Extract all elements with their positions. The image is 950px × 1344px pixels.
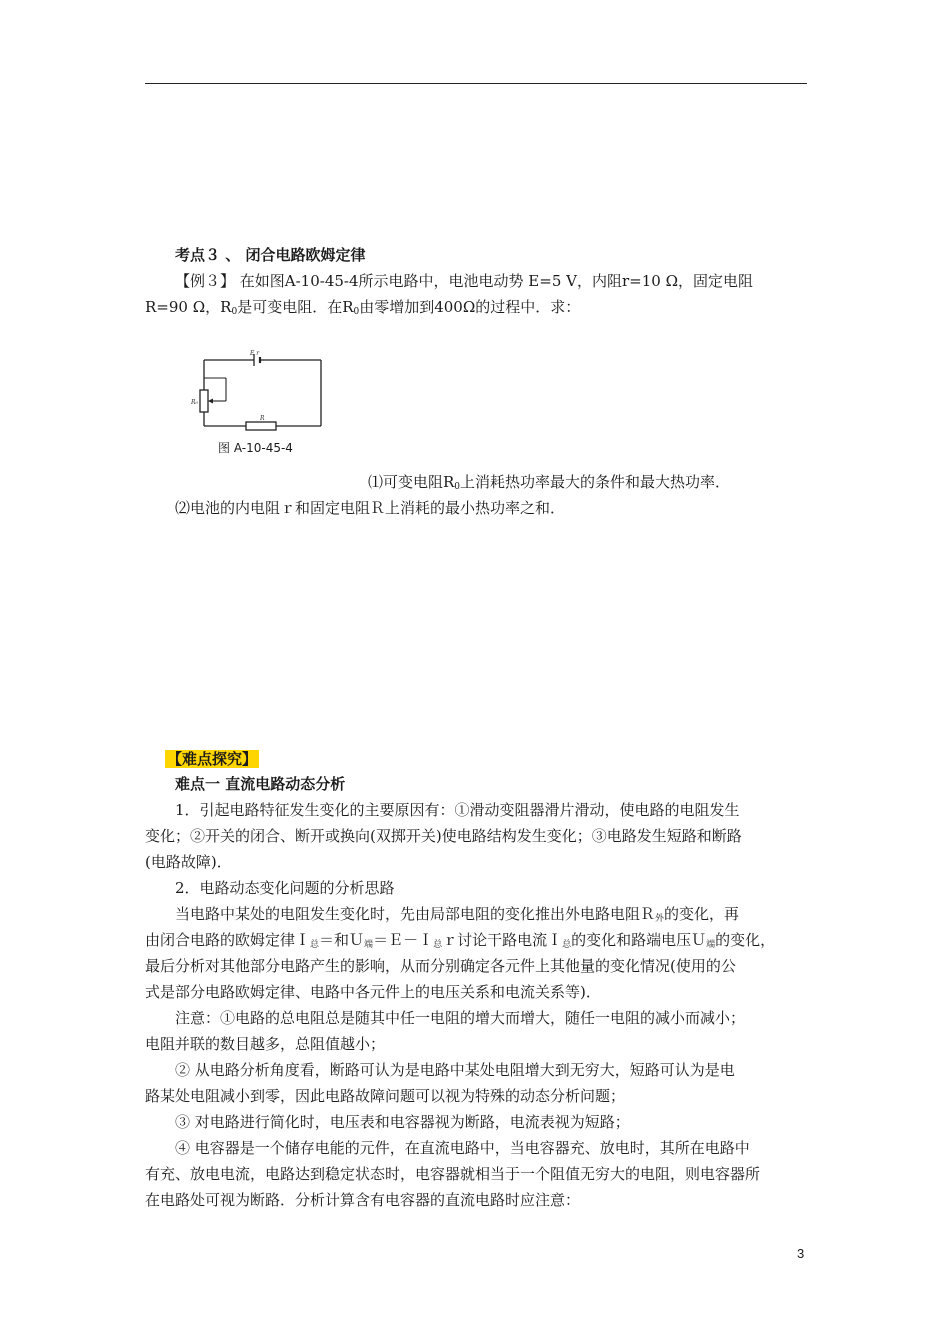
difficulty-title: 难点一 直流电路动态分析 bbox=[175, 775, 346, 793]
para-2-line-4: 式是部分电路欧姆定律、电路中各元件上的电压关系和电流关系等)． bbox=[145, 983, 601, 1001]
note-4-line-2: 有充、放电电流，电路达到稳定状态时，电容器就相当于一个阻值无穷大的电阻，则电容器所 bbox=[145, 1165, 761, 1183]
para-2-line-3: 最后分析对其他部分电路产生的影响，从而分别确定各元件上其他量的变化情况(使用的公 bbox=[145, 957, 736, 975]
para-2-line-2: 由闭合电路的欧姆定律Ｉ$_总$＝和Ｕ$_端$＝Ｅ－Ｉ$_总$ｒ讨论干路电流Ｉ$_总$的变化和路端电压Ｕ$_端$的变化， bbox=[145, 931, 776, 950]
note-2-line-2: 路某处电阻减小到零，因此电路故障问题可以视为特殊的动态分析问题； bbox=[145, 1087, 626, 1105]
note-1-line-1: 注意：①电路的总电阻总是随其中任一电阻的增大而增大，随任一电阻的减小而减小； bbox=[175, 1009, 746, 1027]
para-1-line-2: 变化；②开关的闭合、断开或换向(双掷开关)使电路结构发生变化；③电路发生短路和断路 bbox=[145, 827, 742, 845]
note-3: ③ 对电路进行简化时，电压表和电容器视为断路，电流表视为短路； bbox=[175, 1113, 630, 1131]
example-line-1 bbox=[175, 270, 753, 292]
note-4-line-3: 在电路处可视为断路．分析计算含有电容器的直流电路时应注意： bbox=[145, 1191, 581, 1209]
circuit-diagram bbox=[190, 350, 330, 432]
example-line-2: R=90 Ω，$R_0$是可变电阻．在$R_0$由零增加到400Ω的过程中．求： bbox=[145, 298, 581, 317]
question-1: ⑴可变电阻$R_0$上消耗热功率最大的条件和最大热功率． bbox=[368, 473, 731, 492]
question-2: ⑵电池的内电阻ｒ和固定电阻Ｒ上消耗的最小热功率之和． bbox=[175, 499, 566, 517]
para-2-title: 2．电路动态变化问题的分析思路 bbox=[175, 879, 395, 897]
label-r: R bbox=[260, 415, 265, 422]
example-text-1: 在如图A-10-45-4所示电路中，电池电动势 E=5 V，内阻r=10 Ω，固定电阻 bbox=[235, 272, 754, 290]
label-r0: R₀ bbox=[191, 399, 198, 406]
para-1-line-3: (电路故障)． bbox=[145, 853, 232, 871]
difficulty-tag: 【难点探究】 bbox=[167, 750, 258, 768]
example-tag: 【例３】 bbox=[175, 272, 236, 290]
para-2-line-1: 当电路中某处的电阻发生变化时，先由局部电阻的变化推出外电路电阻Ｒ$_外$的变化，再 bbox=[175, 905, 740, 924]
para-1-line-1: 1．引起电路特征发生变化的主要原因有：①滑动变阻器滑片滑动，使电路的电阻发生 bbox=[175, 801, 740, 819]
note-4-line-1: ④ 电容器是一个储存电能的元件，在直流电路中，当电容器充、放电时，其所在电路中 bbox=[175, 1139, 750, 1157]
label-e-r: E r bbox=[250, 350, 260, 357]
page-number: 3 bbox=[797, 1246, 805, 1261]
section-title: 考点３ 、 闭合电路欧姆定律 bbox=[175, 246, 366, 264]
header-rule bbox=[145, 83, 807, 84]
note-2-line-1: ② 从电路分析角度看，断路可认为是电路中某处电阻增大到无穷大，短路可认为是电 bbox=[175, 1061, 735, 1079]
figure-caption: 图 A-10-45-4 bbox=[218, 441, 293, 455]
note-1-line-2: 电阻并联的数目越多，总阻值越小； bbox=[145, 1035, 386, 1053]
fixed-resistor-symbol bbox=[246, 422, 276, 430]
